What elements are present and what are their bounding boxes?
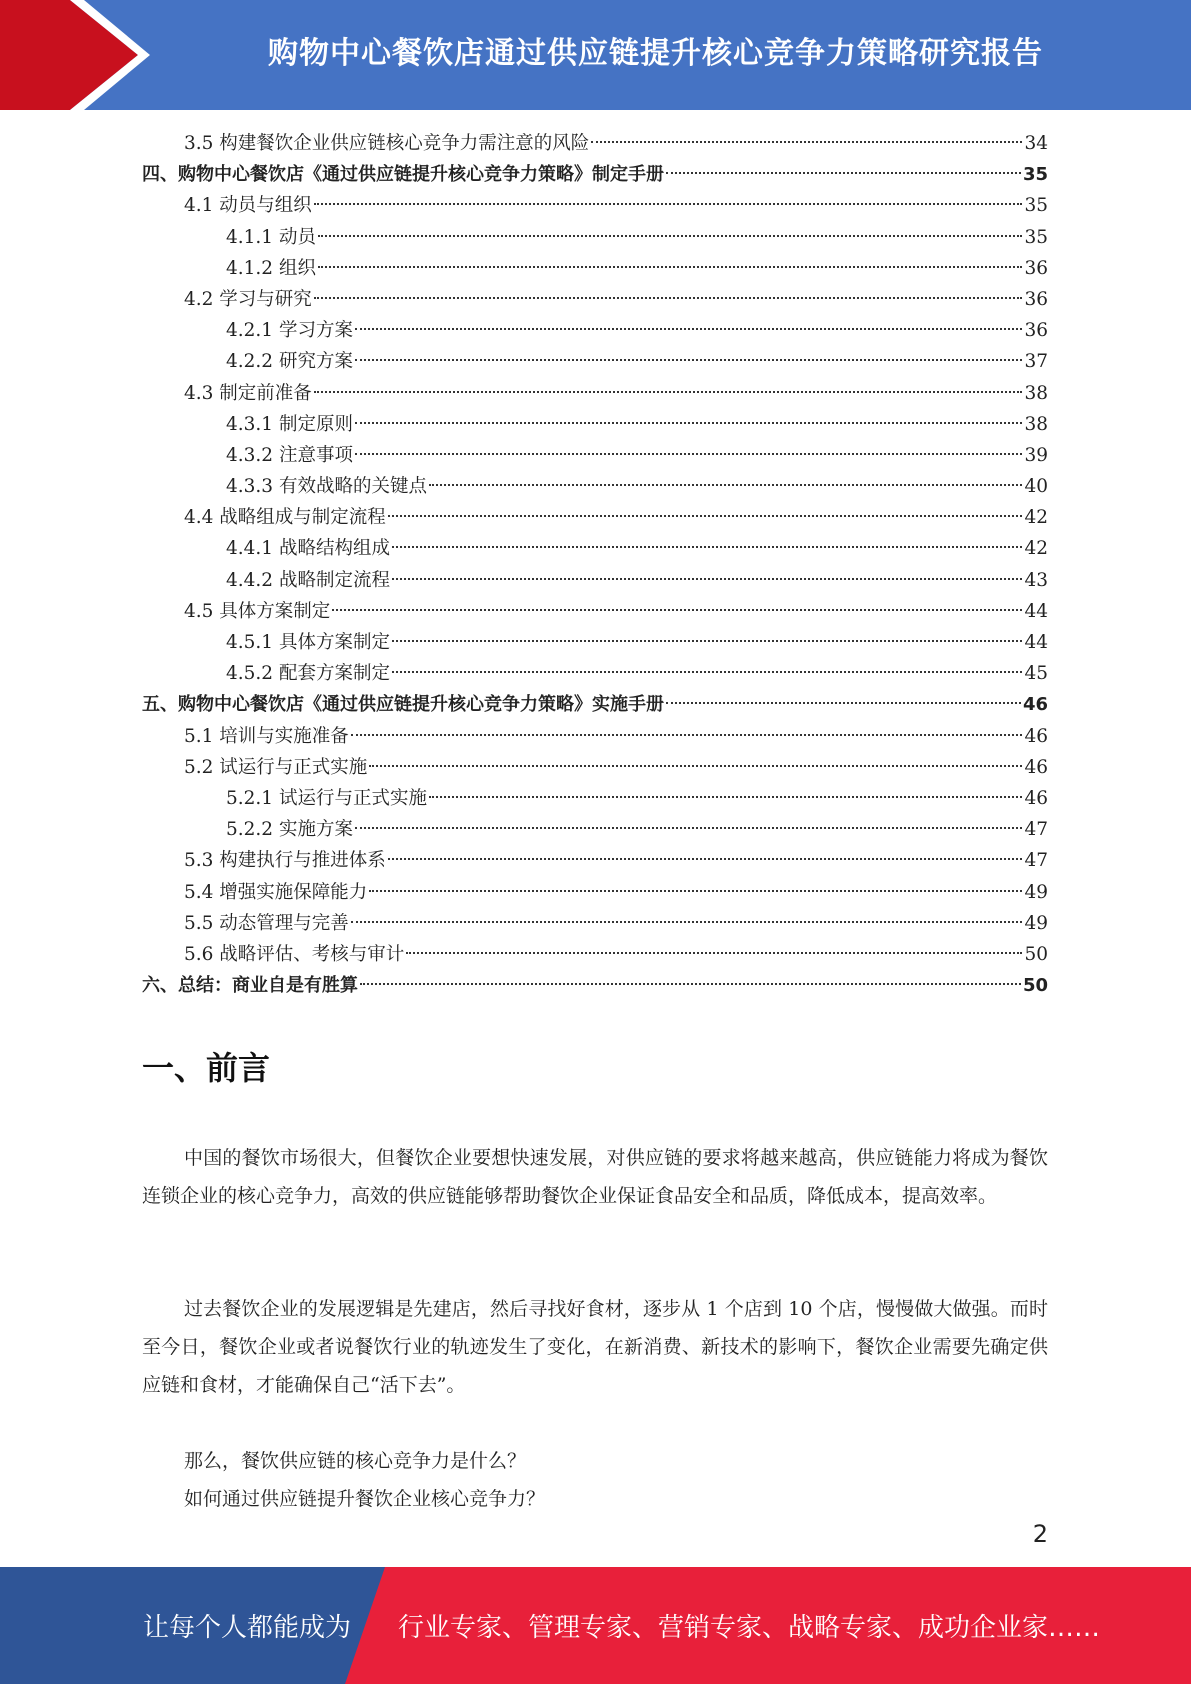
toc-entry[interactable] <box>142 409 1048 440</box>
toc-entry[interactable] <box>142 533 1048 564</box>
toc-entry-page: 50 <box>1024 943 1048 965</box>
toc-entry-page: 43 <box>1024 569 1048 591</box>
toc-entry[interactable] <box>142 783 1048 814</box>
toc-entry-label: 5.5 动态管理与完善 <box>184 912 349 934</box>
toc-entry-page: 39 <box>1024 444 1048 466</box>
toc-dot-leader <box>351 921 1023 923</box>
toc-entry-label: 5.4 增强实施保障能力 <box>184 881 368 903</box>
toc-entry-page: 37 <box>1024 351 1048 373</box>
toc-entry[interactable] <box>142 939 1048 970</box>
toc-entry-label: 4.4 战略组成与制定流程 <box>184 507 386 529</box>
toc-dot-leader <box>406 952 1022 954</box>
toc-entry[interactable] <box>142 877 1048 908</box>
paragraph-2: 过去餐饮企业的发展逻辑是先建店，然后寻找好食材，逐步从 1 个店到 10 个店，慢慢做大做强。而时至今日，餐饮企业或者说餐饮行业的轨迹发生了变化，在新消费、新技术的影响下，餐饮企业需要先确定供应链和食材，才能确保自己“活下去”。 <box>142 1298 1048 1396</box>
toc-dot-leader <box>332 609 1022 611</box>
toc-entry-page: 46 <box>1024 787 1048 809</box>
toc-entry-label: 五、购物中心餐饮店《通过供应链提升核心竞争力策略》实施手册 <box>142 694 664 716</box>
toc-entry-page: 35 <box>1024 226 1048 248</box>
toc-entry[interactable] <box>142 378 1048 409</box>
toc-entry-label: 4.1.2 组织 <box>226 257 316 279</box>
toc-entry[interactable] <box>142 658 1048 689</box>
toc-dot-leader <box>360 983 1021 985</box>
toc-dot-leader <box>666 702 1021 704</box>
toc-dot-leader <box>392 640 1022 642</box>
toc-entry-label: 4.2.2 研究方案 <box>226 351 353 373</box>
toc-dot-leader <box>314 391 1023 393</box>
toc-entry-page: 34 <box>1024 133 1048 154</box>
toc-entry-page: 40 <box>1024 476 1048 498</box>
toc-entry-page: 46 <box>1024 756 1048 778</box>
page-number: 2 <box>1032 1520 1048 1548</box>
toc-dot-leader <box>388 515 1023 517</box>
toc-entry[interactable] <box>142 721 1048 752</box>
toc-entry[interactable] <box>142 315 1048 346</box>
toc-entry-label: 5.6 战略评估、考核与审计 <box>184 943 405 965</box>
toc-entry-label: 5.1 培训与实施准备 <box>184 725 349 747</box>
toc-entry[interactable] <box>142 284 1048 315</box>
toc-entry-page: 44 <box>1024 600 1048 622</box>
toc-dot-leader <box>369 765 1022 767</box>
toc-entry-label: 4.3.1 制定原则 <box>226 413 353 435</box>
toc-entry-page: 50 <box>1022 975 1048 997</box>
page-header <box>0 0 1191 110</box>
toc-dot-leader <box>392 546 1022 548</box>
toc-entry-page: 49 <box>1024 912 1048 934</box>
toc-entry-page: 47 <box>1024 819 1048 841</box>
toc-entry-label: 4.1.1 动员 <box>226 226 316 248</box>
toc-entry-label: 六、总结：商业自是有胜算 <box>142 975 358 997</box>
toc-entry-label: 4.5.2 配套方案制定 <box>226 663 390 685</box>
toc-dot-leader <box>355 422 1023 424</box>
paragraph-4: 如何通过供应链提升餐饮企业核心竞争力？ <box>184 1488 546 1510</box>
toc-entry[interactable] <box>142 565 1048 596</box>
toc-entry[interactable] <box>142 689 1048 720</box>
toc-dot-leader <box>392 671 1022 673</box>
toc-entry-page: 36 <box>1024 257 1048 279</box>
toc-entry[interactable] <box>142 346 1048 377</box>
toc-dot-leader <box>591 141 1022 143</box>
toc-entry[interactable] <box>142 814 1048 845</box>
toc-dot-leader <box>355 827 1023 829</box>
toc-entry-label: 4.5 具体方案制定 <box>184 600 331 622</box>
toc-entry-page: 35 <box>1024 195 1048 217</box>
toc-entry-label: 4.4.1 战略结构组成 <box>226 538 390 560</box>
toc-entry-label: 5.2.1 试运行与正式实施 <box>226 787 427 809</box>
toc-dot-leader <box>351 734 1023 736</box>
toc-entry-page: 42 <box>1024 538 1048 560</box>
toc-entry-label: 4.2.1 学习方案 <box>226 320 353 342</box>
section-heading: 一、前言 <box>142 1049 271 1087</box>
toc-entry-page: 36 <box>1024 320 1048 342</box>
toc-entry-page: 38 <box>1024 413 1048 435</box>
toc-entry-label: 3.5 构建餐饮企业供应链核心竞争力需注意的风险 <box>184 133 590 154</box>
toc-entry[interactable] <box>142 222 1048 253</box>
toc-dot-leader <box>429 484 1022 486</box>
toc-dot-leader <box>355 453 1023 455</box>
toc-entry-page: 44 <box>1024 632 1048 653</box>
toc-entry-page: 45 <box>1024 663 1048 685</box>
toc-entry[interactable] <box>142 471 1048 502</box>
footer-slogan-right: 行业专家、管理专家、营销专家、战略专家、成功企业家…… <box>398 1613 1101 1643</box>
toc-dot-leader <box>314 297 1023 299</box>
toc-entry-label: 4.5.1 具体方案制定 <box>226 632 390 653</box>
toc-entry-label: 4.1 动员与组织 <box>184 195 312 217</box>
toc-entry[interactable] <box>142 159 1048 190</box>
toc-entry-label: 4.3.2 注意事项 <box>226 444 353 466</box>
toc-entry[interactable] <box>142 627 1048 658</box>
toc-entry-label: 4.4.2 战略制定流程 <box>226 569 390 591</box>
toc-entry[interactable] <box>142 440 1048 471</box>
toc-entry-page: 42 <box>1024 507 1048 529</box>
footer-slogan-left: 让每个人都能成为 <box>143 1613 352 1643</box>
toc-entry-label: 4.3.3 有效战略的关键点 <box>226 476 427 498</box>
header-chevron-decoration <box>0 0 150 110</box>
paragraph-1: 中国的餐饮市场很大，但餐饮企业要想快速发展，对供应链的要求将越来越高，供应链能力将成为餐饮连锁企业的核心竞争力，高效的供应链能够帮助餐饮企业保证食品安全和品质，降低成本，提高效率。 <box>142 1147 1048 1207</box>
toc-dot-leader <box>429 796 1022 798</box>
toc-entry[interactable] <box>142 596 1048 627</box>
toc-dot-leader <box>318 266 1023 268</box>
toc-entry[interactable] <box>142 845 1048 876</box>
toc-dot-leader <box>666 172 1021 174</box>
toc-dot-leader <box>318 235 1023 237</box>
toc-entry[interactable] <box>142 502 1048 533</box>
toc-entry-label: 四、购物中心餐饮店《通过供应链提升核心竞争力策略》制定手册 <box>142 164 664 186</box>
toc-entry[interactable] <box>142 253 1048 284</box>
toc-dot-leader <box>369 890 1022 892</box>
toc-entry-label: 5.2 试运行与正式实施 <box>184 756 368 778</box>
toc-dot-leader <box>392 578 1022 580</box>
toc-entry-label: 4.3 制定前准备 <box>184 382 312 404</box>
paragraph-3: 那么，餐饮供应链的核心竞争力是什么？ <box>184 1450 527 1472</box>
toc-entry-page: 47 <box>1024 850 1048 872</box>
header-title: 购物中心餐饮店通过供应链提升核心竞争力策略研究报告 <box>268 36 1043 71</box>
toc-entry-page: 35 <box>1022 164 1048 186</box>
toc-entry[interactable] <box>142 128 1048 159</box>
toc-entry-page: 38 <box>1024 382 1048 404</box>
toc-dot-leader <box>388 858 1023 860</box>
toc-entry-page: 46 <box>1024 725 1048 747</box>
page-footer <box>0 1567 1191 1684</box>
toc-entry-label: 5.2.2 实施方案 <box>226 819 353 841</box>
toc-entry[interactable] <box>142 970 1048 1001</box>
toc-entry-page: 36 <box>1024 288 1048 310</box>
toc-entry-page: 49 <box>1024 881 1048 903</box>
toc-dot-leader <box>355 359 1023 361</box>
toc-dot-leader <box>314 203 1023 205</box>
toc-entry-label: 4.2 学习与研究 <box>184 288 312 310</box>
table-of-contents <box>142 128 1048 1001</box>
toc-entry-page: 46 <box>1022 694 1048 716</box>
toc-dot-leader <box>355 328 1023 330</box>
toc-entry[interactable] <box>142 190 1048 221</box>
toc-entry[interactable] <box>142 908 1048 939</box>
toc-entry-label: 5.3 构建执行与推进体系 <box>184 850 386 872</box>
toc-entry[interactable] <box>142 752 1048 783</box>
